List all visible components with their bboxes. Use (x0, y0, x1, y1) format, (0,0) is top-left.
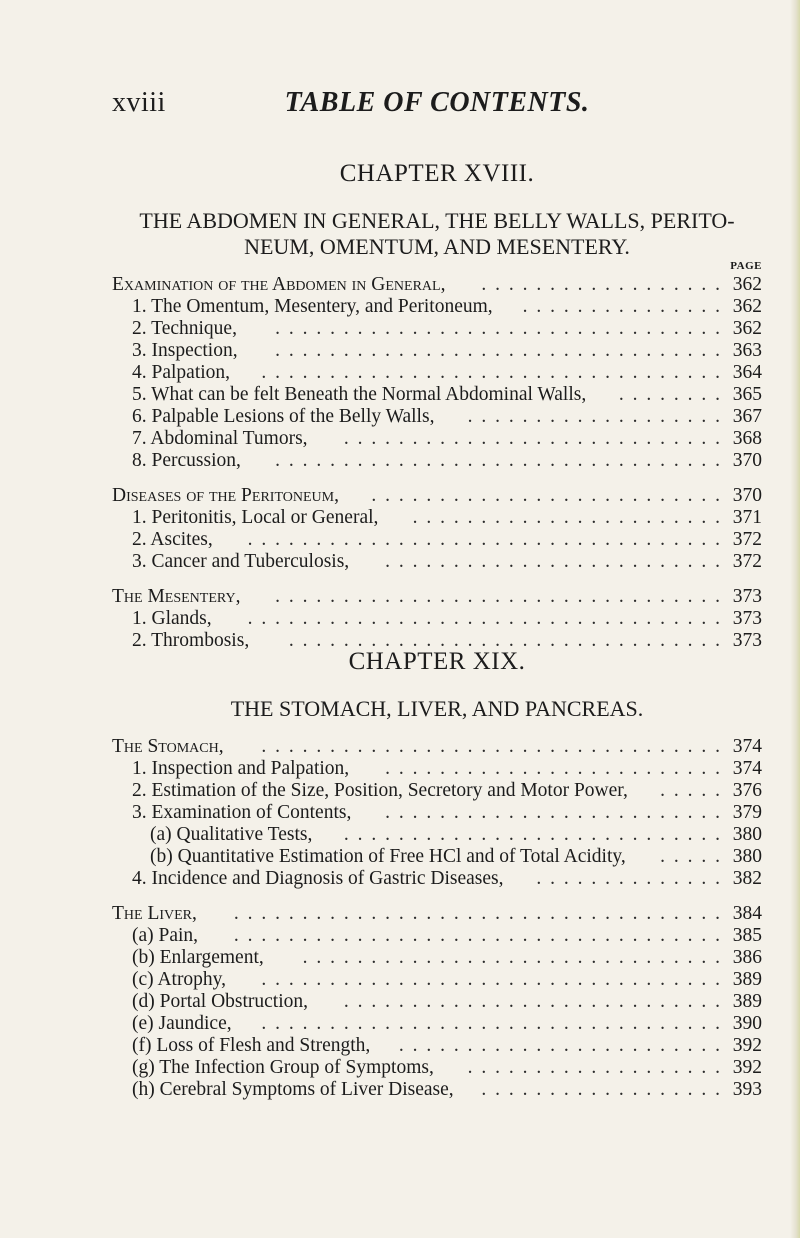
toc-entry (112, 507, 762, 529)
dot-leader: . . . . . . . . . . . . . . . . . . . (467, 1057, 722, 1078)
toc-entry-text: 4. Incidence and Diagnosis of Gastric Diseases, (132, 868, 504, 889)
toc-entry (112, 296, 762, 318)
dot-leader: . . . . . . . . . . . . . . . . . . . . . . . . . . . . . . . . . . (261, 1013, 722, 1034)
toc-entry (112, 1079, 762, 1101)
toc-entry-text: 1. Peritonitis, Local or General, (132, 507, 379, 528)
toc-entry-text: 2. Technique, (132, 318, 237, 339)
toc-entry-text: 3. Examination of Contents, (132, 802, 352, 823)
toc-page-number: 389 (732, 991, 762, 1012)
dot-leader: . . . . . (660, 846, 722, 867)
toc-page-number: 374 (732, 758, 762, 779)
toc-section-entry (112, 903, 762, 925)
dot-leader: . . . . . . . . . . . . . . . . . . . . . . . . . . . . . . . . . (275, 450, 722, 471)
section-gap (112, 472, 762, 485)
dot-leader: . . . . . . . . . . . . . . . . . . . . . . . . . . . . (343, 824, 722, 845)
toc-entry (112, 947, 762, 969)
toc-entry (112, 802, 762, 824)
toc-page-number: 373 (732, 630, 762, 651)
toc-entry-text: 5. What can be felt Beneath the Normal Abdominal Walls, (132, 384, 587, 405)
toc-entry (112, 340, 762, 362)
toc-entry-text: (f) Loss of Flesh and Strength, (132, 1035, 371, 1056)
toc-entry (112, 925, 762, 947)
toc-page-number: 370 (732, 485, 762, 506)
dot-leader: . . . . . . . . . . . . . . . . . . . . . . . . . . . . . . . . . . . (247, 608, 722, 629)
toc-page-number: 372 (732, 529, 762, 550)
toc-entry-text: The Liver, (112, 903, 197, 924)
toc-entry-text: (a) Qualitative Tests, (150, 824, 313, 845)
toc-entry-text: (d) Portal Obstruction, (132, 991, 309, 1012)
toc-page-number: 373 (732, 586, 762, 607)
chapter-xix (112, 648, 762, 1101)
dot-leader: . . . . . . . . . . . . . . . . . . . . . . . . . . . . (343, 991, 722, 1012)
toc-page-number: 374 (732, 736, 762, 757)
toc-entry-text: Examination of the Abdomen in General, (112, 274, 446, 295)
toc-entry (112, 969, 762, 991)
toc-page-number: 364 (732, 362, 762, 383)
toc-page-number: 373 (732, 608, 762, 629)
toc-entry (112, 868, 762, 890)
toc-section-entry (112, 485, 762, 507)
chapter-title-line: THE ABDOMEN IN GENERAL, THE BELLY WALLS, PERITO- (139, 208, 735, 233)
toc-page-number: 365 (732, 384, 762, 405)
toc-entry (112, 780, 762, 802)
toc-page-number: 362 (732, 318, 762, 339)
toc-entry-text: (b) Quantitative Estimation of Free HCl and of Total Acidity, (150, 846, 626, 867)
toc-entry-text: 6. Palpable Lesions of the Belly Walls, (132, 406, 435, 427)
toc-page-number: 392 (732, 1057, 762, 1078)
toc-entry-text: 1. Inspection and Palpation, (132, 758, 350, 779)
toc-entry-text: 1. Glands, (132, 608, 212, 629)
toc-entry (112, 1057, 762, 1079)
toc-entry (112, 318, 762, 340)
toc-page-number: 392 (732, 1035, 762, 1056)
dot-leader: . . . . . . . . . . . . . . . . . . . . . . . . . (385, 551, 722, 572)
dot-leader: . . . . . . . . . . . . . . . . . . . . . . . . . . . . . . . . . (275, 318, 722, 339)
toc-entry-text: 2. Thrombosis, (132, 630, 250, 651)
dot-leader: . . . . . . . . . . . . . . . . . . . . . . . . . . (371, 485, 722, 506)
toc-entry-text: (b) Enlargement, (132, 947, 264, 968)
toc-entry (112, 450, 762, 472)
dot-leader: . . . . . . . . . . . . . . . . . . (481, 274, 722, 295)
dot-leader: . . . . . . . . . . . . . . . . . . . . . . . . . . . . . . . . (288, 630, 722, 651)
running-title: TABLE OF CONTENTS. (284, 87, 590, 118)
toc-entry (112, 991, 762, 1013)
toc-entry-text: 2. Estimation of the Size, Position, Secretory and Motor Power, (132, 780, 628, 801)
page-edge-shadow (790, 0, 800, 1238)
dot-leader: . . . . . . . . . . . . . . . . . . . . . . . . . . . . . . . . . (275, 340, 722, 361)
toc-entry-text: (e) Jaundice, (132, 1013, 232, 1034)
toc-page-number: 390 (732, 1013, 762, 1034)
toc-page-number: 363 (732, 340, 762, 361)
toc-entry (112, 551, 762, 573)
page-folio: xviii (112, 87, 166, 118)
dot-leader: . . . . . . . . . . . . . . . . . . . (467, 406, 722, 427)
section-gap (112, 890, 762, 903)
dot-leader: . . . . . . . . . . . . . . . . . . . . . . . . . (385, 802, 722, 823)
toc-entry-text: Diseases of the Peritoneum, (112, 485, 339, 506)
dot-leader: . . . . . . . . . . . . . . . . . . . . . . . . . . . . . . . . . . . . (233, 903, 722, 924)
dot-leader: . . . . . . . . . . . . . . . . . . . . . . . (412, 507, 722, 528)
toc-entry-text: 3. Cancer and Tuberculosis, (132, 551, 350, 572)
chapter-heading: CHAPTER XVIII. (339, 160, 535, 187)
dot-leader: . . . . . . . . . . . . . . . . . . . . . . . . . . . . . . . . . . . . (233, 925, 722, 946)
toc-section-entry (112, 586, 762, 608)
dot-leader: . . . . . . . . . . . . . . . . . . . . . . . . . . . . . . . . . . (261, 736, 722, 757)
toc-section-entry (112, 274, 762, 296)
toc-entry-text: 2. Ascites, (132, 529, 213, 550)
toc-page-number: 385 (732, 925, 762, 946)
toc-entry (112, 608, 762, 630)
dot-leader: . . . . . . . . . . . . . . . . . . . . . . . . . (385, 758, 722, 779)
toc-page-number: 382 (732, 868, 762, 889)
toc-entry (112, 758, 762, 780)
toc-page-number: 376 (732, 780, 762, 801)
page-column-label: PAGE (730, 260, 762, 272)
toc-page-number: 393 (732, 1079, 762, 1100)
toc-page-number: 389 (732, 969, 762, 990)
dot-leader: . . . . . . . . . . . . . . . . . . . . . . . . . . . . . . . (302, 947, 722, 968)
dot-leader: . . . . . . . . . . . . . . . . . . (481, 1079, 722, 1100)
dot-leader: . . . . . . . . . . . . . . . . . . . . . . . . . . . . . . . . . . (261, 969, 722, 990)
running-head (112, 87, 762, 121)
toc-entry (112, 529, 762, 551)
toc-page-number: 371 (732, 507, 762, 528)
dot-leader: . . . . . . . . . . . . . . . . . . . . . . . . (398, 1035, 722, 1056)
toc-entry (112, 824, 762, 846)
toc-entry (112, 1035, 762, 1057)
toc-entry-text: 7. Abdominal Tumors, (132, 428, 308, 449)
toc-list (112, 736, 762, 1101)
toc-page-number: 379 (732, 802, 762, 823)
toc-page-number: 362 (732, 274, 762, 295)
toc-entry (112, 1013, 762, 1035)
toc-entry-text: (c) Atrophy, (132, 969, 227, 990)
toc-entry (112, 846, 762, 868)
toc-page-number: 362 (732, 296, 762, 317)
toc-page-number: 386 (732, 947, 762, 968)
dot-leader: . . . . . . . . . . . . . . . . . . . . . . . . . . . . . . . . . . (261, 362, 722, 383)
toc-entry-text: The Mesentery, (112, 586, 241, 607)
dot-leader: . . . . . . . . . . . . . . . . . . . . . . . . . . . . (343, 428, 722, 449)
dot-leader: . . . . . . . . . . . . . . (536, 868, 722, 889)
toc-entry (112, 406, 762, 428)
toc-entry-text: 1. The Omentum, Mesentery, and Peritoneum, (132, 296, 493, 317)
toc-entry-text: (a) Pain, (132, 925, 199, 946)
chapter-xviii (112, 160, 762, 652)
toc-page-number: 384 (732, 903, 762, 924)
dot-leader: . . . . . . . . . . . . . . . (522, 296, 722, 317)
toc-section-entry (112, 736, 762, 758)
toc-page-number: 368 (732, 428, 762, 449)
chapter-title-line: NEUM, OMENTUM, AND MESENTERY. (244, 234, 630, 259)
toc-entry (112, 428, 762, 450)
toc-entry (112, 362, 762, 384)
toc-entry (112, 384, 762, 406)
chapter-heading: CHAPTER XIX. (348, 648, 526, 675)
toc-entry-text: 4. Palpation, (132, 362, 231, 383)
dot-leader: . . . . . . . . . . . . . . . . . . . . . . . . . . . . . . . . . . . (247, 529, 722, 550)
chapter-title-line: THE STOMACH, LIVER, AND PANCREAS. (230, 696, 644, 721)
toc-entry-text: 8. Percussion, (132, 450, 241, 471)
dot-leader: . . . . . (660, 780, 722, 801)
section-gap (112, 573, 762, 586)
toc-entry-text: 3. Inspection, (132, 340, 238, 361)
toc-list (112, 274, 762, 652)
dot-leader: . . . . . . . . (618, 384, 722, 405)
toc-entry-text: The Stomach, (112, 736, 224, 757)
toc-page-number: 380 (732, 824, 762, 845)
toc-page-number: 380 (732, 846, 762, 867)
toc-page-number: 367 (732, 406, 762, 427)
toc-page-number: 372 (732, 551, 762, 572)
toc-entry-text: (g) The Infection Group of Symptoms, (132, 1057, 434, 1078)
dot-leader: . . . . . . . . . . . . . . . . . . . . . . . . . . . . . . . . . (275, 586, 722, 607)
toc-page-number: 370 (732, 450, 762, 471)
toc-entry-text: (h) Cerebral Symptoms of Liver Disease, (132, 1079, 454, 1100)
